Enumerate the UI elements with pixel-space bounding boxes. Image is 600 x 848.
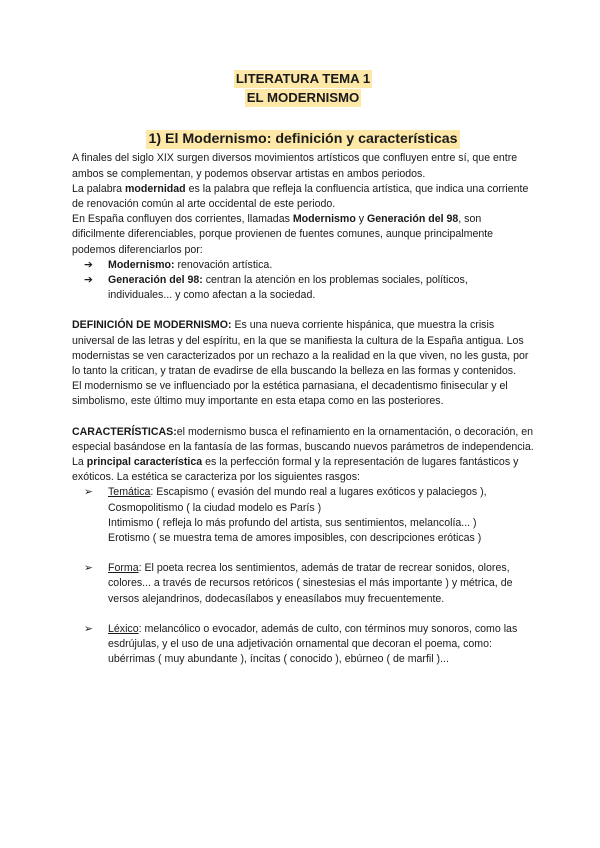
list-item-tematica: ➢ Temática: Escapismo ( evasión del mundo real a lugares exóticos y palaciegos ), Cosmopolitismo ( la ciudad modelo es París ) Intimismo ( refleja lo más profundo del artista, sus sentimientos, melancolía... ) Erotismo ( se muestra tema de amores imposibles, con descripciones eróticas )	[84, 486, 487, 545]
doc-subtitle: EL MODERNISMO	[246, 90, 360, 106]
principal-caracteristica: principal característica	[86, 456, 203, 469]
list-item: ➔ Modernismo: renovación artística.	[72, 258, 534, 273]
term-generacion-98: Generación del 98	[367, 213, 459, 226]
arrow-right-icon: ➔	[84, 258, 93, 271]
section-heading-wrap	[72, 130, 534, 149]
caracteristicas-label: CARACTERÍSTICAS:	[72, 425, 177, 438]
arrow-right-icon: ➔	[84, 274, 93, 287]
document-page	[72, 68, 534, 668]
caracteristicas-list	[72, 485, 534, 667]
arrowhead-bullet-icon: ➢	[84, 562, 93, 575]
list-item: ➔ Generación del 98: centran la atención en los problemas sociales, políticos, individuales... y como afectan a la sociedad.	[84, 274, 468, 302]
list-item-forma: ➢ Forma: El poeta recrea los sentimientos, además de tratar de recrear sonidos, olores, colores... a través de recursos retóricos ( sinestesias el más importante ) y métrica, de versos alejandrinos, dodecasílabos y eneasílabos muy frecuentemente.	[84, 562, 513, 605]
arrowhead-bullet-icon: ➢	[84, 622, 93, 635]
caracteristicas-paragraph: CARACTERÍSTICAS:el modernismo busca el refinamiento en la ornamentación, o decoración, en especial basándose en la fantasía de las formas, buscando nuevos parámetros de independencia. La principal característica es la perfección formal y la representación de lugares fantásticos y exóticos. La estética se caracteriza por los siguientes rasgos:	[72, 425, 534, 484]
corrientes-paragraph: En España confluyen dos corrientes, llamadas Modernismo y Generación del 98, son dificilmente diferenciables, porque provienen de fuentes comunes, aunque principalmente podemos diferenciarlos por:	[72, 213, 494, 256]
term-modernismo: Modernismo	[292, 213, 356, 226]
modernidad-paragraph: La palabra modernidad es la palabra que refleja la confluencia artística, que indica una corriente de renovación común al arte occidental de este periodo.	[72, 182, 529, 211]
title-block	[72, 70, 534, 107]
doc-title: LITERATURA TEMA 1	[235, 71, 371, 86]
arrowhead-bullet-icon: ➢	[84, 486, 93, 499]
corrientes-list	[72, 258, 534, 304]
intro-paragraph: A finales del siglo XIX surgen diversos movimientos artísticos que confluyen entre sí, que entre ambos se complementan, y podemos observar artistas en ambos periodos.	[72, 152, 518, 180]
influencias-paragraph: El modernismo se ve influenciado por la estética parnasiana, el decadentismo finisecular y el simbolismo, este último muy importante en esta etapa como en las posteriores.	[72, 380, 508, 408]
term-modernidad: modernidad	[125, 182, 186, 195]
section-heading: 1) El Modernismo: definición y características	[148, 131, 458, 148]
definicion-paragraph: DEFINICIÓN DE MODERNISMO: Es una nueva corriente hispánica, que muestra la crisis universal de las letras y del espíritu, en la que se manifiesta la cultura de la España antigua. Los modernistas se ven caracterizados por un rechazo a la realidad en la que viven, no les gusta, por lo tanto la critican, y tratan de evadirse de ella buscando la belleza en las formas y contenidos.	[72, 319, 529, 378]
list-item-lexico: ➢ Léxico: melancólico o evocador, además de culto, con términos muy sonoros, como las esdrújulas, y el uso de una adjetivación ornamental que decoran el poema, como: ubérrimas ( muy abundante ), íncitas ( conocido ), ebúrneo ( de marfil )...	[84, 622, 518, 666]
definicion-label: DEFINICIÓN DE MODERNISMO:	[72, 319, 232, 332]
